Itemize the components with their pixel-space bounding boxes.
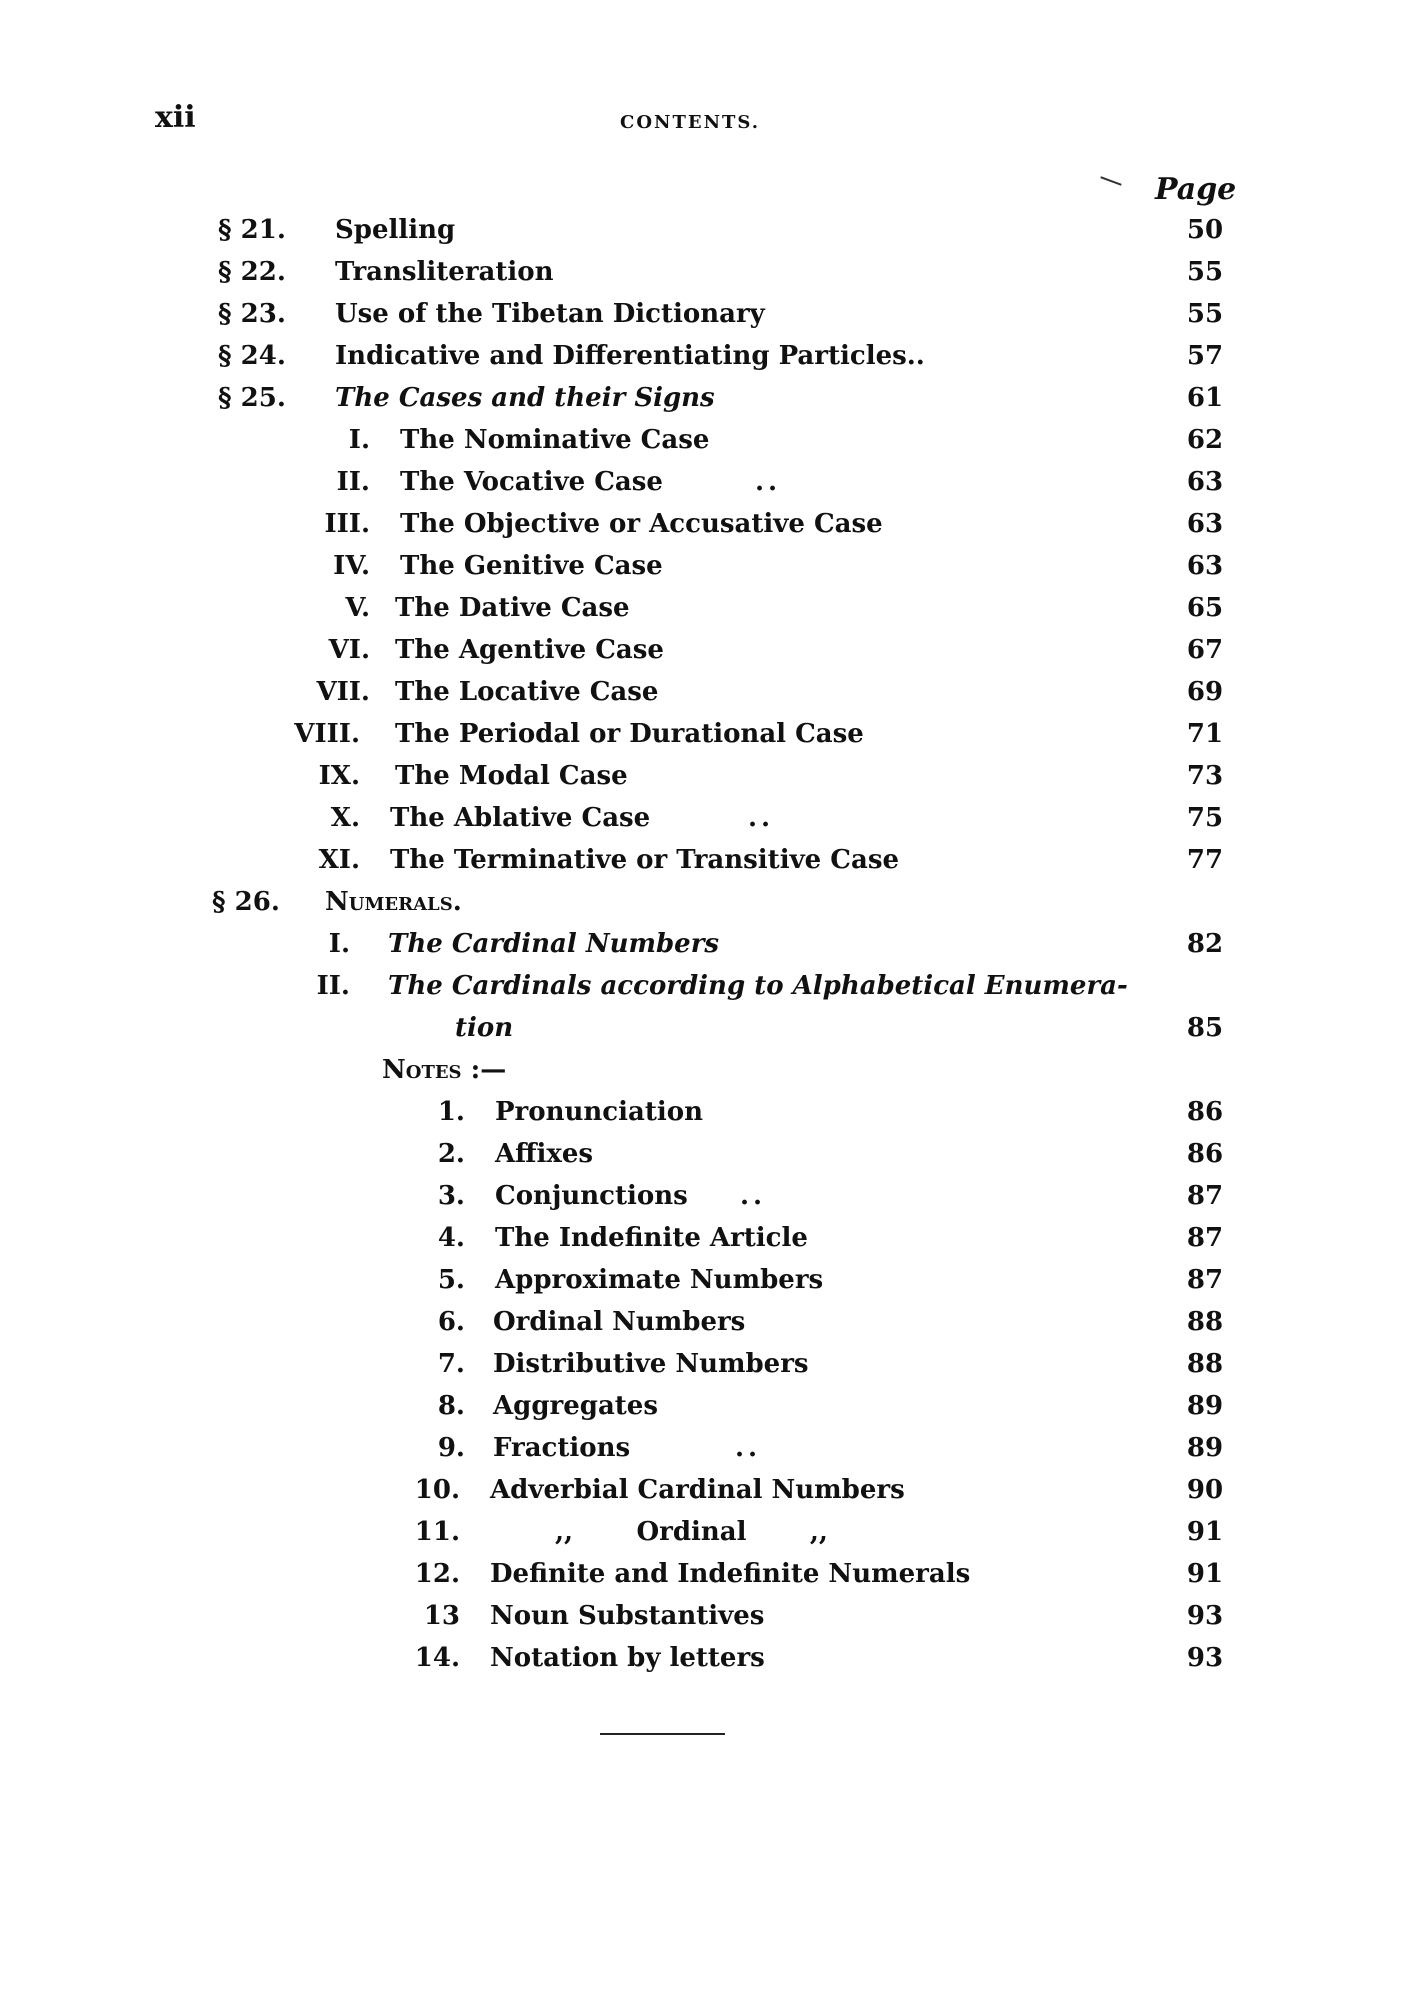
roman-numeral: IV. <box>333 551 370 581</box>
page-number: 65 <box>1186 593 1224 623</box>
note-number: 1. <box>437 1097 465 1127</box>
entry-title: The Cardinal Numbers <box>388 929 720 959</box>
toc-note <box>0 1344 1404 1384</box>
entry-title: The Genitive Case <box>400 551 663 581</box>
toc-entry <box>0 252 1404 292</box>
section-number: § 21. <box>218 215 286 245</box>
page-number: 67 <box>1186 635 1224 665</box>
entry-title: Indicative and Differentiating Particles.. <box>335 341 925 371</box>
page-number: 91 <box>1186 1559 1224 1589</box>
page-number: 63 <box>1186 509 1224 539</box>
page-number: 77 <box>1186 845 1224 875</box>
entry-title: Spelling <box>335 215 456 245</box>
toc-subentry-continuation <box>0 1008 1404 1048</box>
entry-title: The Vocative Case <box>400 467 663 497</box>
entry-title: tion <box>455 1013 514 1043</box>
running-head: CONTENTS. <box>620 112 761 133</box>
toc-subentry <box>0 672 1404 712</box>
entry-title: Definite and Indefinite Numerals <box>490 1559 971 1589</box>
entry-title: The Dative Case <box>395 593 630 623</box>
note-number: 3. <box>437 1181 465 1211</box>
toc-subentry <box>0 966 1404 1006</box>
roman-numeral: VI. <box>328 635 370 665</box>
entry-title: Notation by letters <box>490 1643 765 1673</box>
page-number: 69 <box>1186 677 1224 707</box>
entry-title: Transliteration <box>335 257 554 287</box>
entry-title: Conjunctions <box>495 1181 688 1211</box>
roman-numeral: V. <box>345 593 370 623</box>
section-number: § 26. <box>212 887 280 917</box>
entry-title: Aggregates <box>493 1391 658 1421</box>
leader-dots: .. <box>735 1433 762 1463</box>
folio-number: xii <box>155 100 196 135</box>
page-number: 91 <box>1186 1517 1224 1547</box>
entry-title: Ordinal Numbers <box>493 1307 746 1337</box>
entry-title: Affixes <box>495 1139 594 1169</box>
toc-subentry <box>0 588 1404 628</box>
entry-title: The Ablative Case <box>390 803 651 833</box>
toc-note <box>0 1176 1404 1216</box>
toc-note <box>0 1554 1404 1594</box>
note-number: 12. <box>414 1559 460 1589</box>
toc-note <box>0 1596 1404 1636</box>
toc-subentry <box>0 420 1404 460</box>
toc-note <box>0 1134 1404 1174</box>
toc-entry <box>0 294 1404 334</box>
toc-note <box>0 1638 1404 1678</box>
toc-note <box>0 1428 1404 1468</box>
note-number: 9. <box>437 1433 465 1463</box>
page-number: 90 <box>1186 1475 1224 1505</box>
page-number: 89 <box>1186 1391 1224 1421</box>
page-number: 57 <box>1186 341 1224 371</box>
page-number: 85 <box>1186 1013 1224 1043</box>
page-number: 50 <box>1186 215 1224 245</box>
page-column-label: Page <box>1155 172 1237 207</box>
toc-note <box>0 1512 1404 1552</box>
leader-dots: .. <box>740 1181 767 1211</box>
page-number: 86 <box>1186 1139 1224 1169</box>
page-number: 88 <box>1186 1307 1224 1337</box>
entry-title: The Modal Case <box>395 761 628 791</box>
entry-title: The Locative Case <box>395 677 659 707</box>
toc-subentry <box>0 546 1404 586</box>
page-number: 55 <box>1186 299 1224 329</box>
roman-numeral: VII. <box>316 677 370 707</box>
toc-entry <box>0 378 1404 418</box>
entry-title: Adverbial Cardinal Numbers <box>490 1475 905 1505</box>
toc-entry <box>0 336 1404 376</box>
leader-dots: .. <box>748 803 775 833</box>
roman-numeral: X. <box>330 803 360 833</box>
page-number: 87 <box>1186 1265 1224 1295</box>
closing-rule <box>600 1733 725 1735</box>
page-number: 87 <box>1186 1223 1224 1253</box>
page-number: 63 <box>1186 551 1224 581</box>
note-number: 7. <box>437 1349 465 1379</box>
toc-subentry <box>0 630 1404 670</box>
entry-title: Fractions <box>493 1433 631 1463</box>
note-number: 11. <box>414 1517 460 1547</box>
roman-numeral: VIII. <box>294 719 360 749</box>
toc-subentry <box>0 924 1404 964</box>
section-number: § 25. <box>218 383 286 413</box>
entry-title: The Indefinite Article <box>495 1223 808 1253</box>
note-number: 14. <box>414 1643 460 1673</box>
entry-title: The Agentive Case <box>395 635 664 665</box>
toc-subentry <box>0 756 1404 796</box>
section-number: § 23. <box>218 299 286 329</box>
note-number: 10. <box>414 1475 460 1505</box>
note-number: 2. <box>437 1139 465 1169</box>
roman-numeral: IX. <box>318 761 360 791</box>
entry-title: Distributive Numbers <box>493 1349 809 1379</box>
entry-title: Approximate Numbers <box>495 1265 824 1295</box>
page-number: 82 <box>1186 929 1224 959</box>
roman-numeral: I. <box>348 425 370 455</box>
roman-numeral: III. <box>324 509 370 539</box>
toc-subentry <box>0 504 1404 544</box>
page-number: 88 <box>1186 1349 1224 1379</box>
tick-mark <box>1100 176 1121 185</box>
entry-title: ,, Ordinal ,, <box>555 1517 828 1547</box>
page-number: 63 <box>1186 467 1224 497</box>
page-number: 86 <box>1186 1097 1224 1127</box>
page-number: 71 <box>1186 719 1224 749</box>
entry-title: Use of the Tibetan Dictionary <box>335 299 765 329</box>
section-number: § 24. <box>218 341 286 371</box>
toc-note <box>0 1218 1404 1258</box>
toc-note <box>0 1092 1404 1132</box>
page-number: 87 <box>1186 1181 1224 1211</box>
entry-title: The Objective or Accusative Case <box>400 509 883 539</box>
entry-title: The Nominative Case <box>400 425 710 455</box>
note-number: 6. <box>437 1307 465 1337</box>
note-number: 5. <box>437 1265 465 1295</box>
leader-dots: .. <box>755 467 782 497</box>
page-number: 93 <box>1186 1643 1224 1673</box>
toc-entry <box>0 210 1404 250</box>
entry-title: Pronunciation <box>495 1097 703 1127</box>
page-number: 93 <box>1186 1601 1224 1631</box>
toc-subentry <box>0 462 1404 502</box>
page-number: 61 <box>1186 383 1224 413</box>
note-number: 4. <box>437 1223 465 1253</box>
toc-note <box>0 1470 1404 1510</box>
entry-title: The Cases and their Signs <box>335 383 715 413</box>
page-number: 55 <box>1186 257 1224 287</box>
section-number: § 22. <box>218 257 286 287</box>
roman-numeral: II. <box>336 467 370 497</box>
toc-subentry <box>0 840 1404 880</box>
toc-entry <box>0 882 1404 922</box>
toc-subentry <box>0 714 1404 754</box>
toc-note <box>0 1260 1404 1300</box>
roman-numeral: I. <box>328 929 350 959</box>
notes-heading <box>0 1050 1404 1090</box>
entry-title: Noun Substantives <box>490 1601 765 1631</box>
page-number: 75 <box>1186 803 1224 833</box>
entry-title: The Periodal or Durational Case <box>395 719 864 749</box>
entry-title: The Cardinals according to Alphabetical Enumera- <box>388 971 1128 1001</box>
note-number: 13 <box>423 1601 460 1631</box>
entry-title: Numerals. <box>325 887 462 917</box>
page-number: 62 <box>1186 425 1224 455</box>
note-number: 8. <box>437 1391 465 1421</box>
roman-numeral: XI. <box>318 845 360 875</box>
page-number: 73 <box>1186 761 1224 791</box>
roman-numeral: II. <box>316 971 350 1001</box>
page-number: 89 <box>1186 1433 1224 1463</box>
toc-note <box>0 1386 1404 1426</box>
entry-title: Notes :— <box>382 1055 507 1085</box>
entry-title: The Terminative or Transitive Case <box>390 845 899 875</box>
toc-note <box>0 1302 1404 1342</box>
toc-subentry <box>0 798 1404 838</box>
